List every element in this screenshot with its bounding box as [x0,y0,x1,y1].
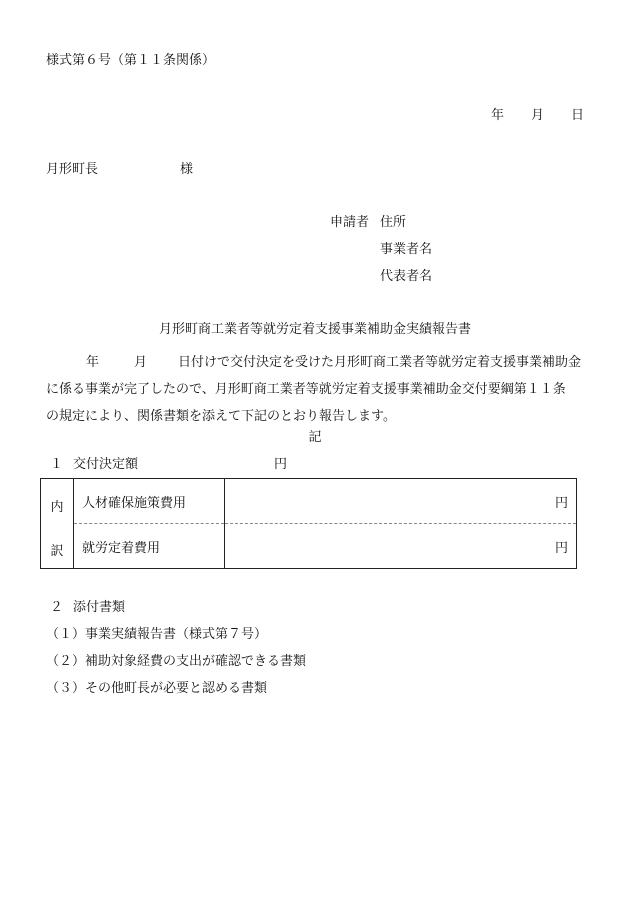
attachment-item: （１）事業実績報告書（様式第７号） [46,627,268,642]
attachment-item: （３）その他町長が必要と認める書類 [46,681,268,696]
body-line-2: に係る事業が完了したので、月形町商工業者等就労定着支援事業補助金交付要綱第１１条 [46,382,566,397]
breakdown-item-cell: 就労定着費用 [74,524,225,569]
date-year-label: 年 [491,108,505,123]
section1-number: １ [50,457,64,472]
breakdown-row [41,524,577,569]
report-title: 月形町商工業者等就労定着支援事業補助金実績報告書 [158,322,471,337]
breakdown-label-cell [41,479,74,569]
section2-number: ２ [50,600,64,615]
applicant-address-label: 住所 [380,215,407,230]
applicant-label: 申請者 [330,215,370,230]
body-month-label: 月 [134,355,148,370]
addressee-name: 月形町長 [46,162,99,177]
breakdown-amount-cell[interactable]: 円 [225,479,577,524]
breakdown-amount-cell[interactable]: 円 [225,524,577,569]
section1-unit: 円 [274,457,288,472]
date-month-label: 月 [531,108,545,123]
applicant-representative-label: 代表者名 [380,269,433,284]
body-line-1-text: 日付けで交付決定を受けた月形町商工業者等就労定着支援事業補助金 [178,355,582,370]
section2-label: 添付書類 [73,600,126,615]
ki-heading: 記 [308,430,322,445]
date-line [0,108,630,124]
form-number: 様式第６号（第１１条関係） [46,53,216,68]
body-year-label: 年 [86,355,100,370]
breakdown-table [40,478,577,569]
breakdown-item-cell: 人材確保施策費用 [74,479,225,524]
applicant-business-name-label: 事業者名 [380,242,433,257]
breakdown-row [41,479,577,524]
breakdown-label-bottom: 訳 [50,543,64,559]
body-line-1 [46,349,586,376]
attachment-item: （２）補助対象経費の支出が確認できる書類 [46,654,307,669]
report-body [46,349,586,430]
date-day-label: 日 [571,108,585,123]
breakdown-label-top: 内 [50,499,64,515]
addressee-honorific: 様 [180,162,194,177]
section1-label: 交付決定額 [73,457,139,472]
body-line-3: の規定により、関係書類を添えて下記のとおり報告します。 [46,409,396,424]
